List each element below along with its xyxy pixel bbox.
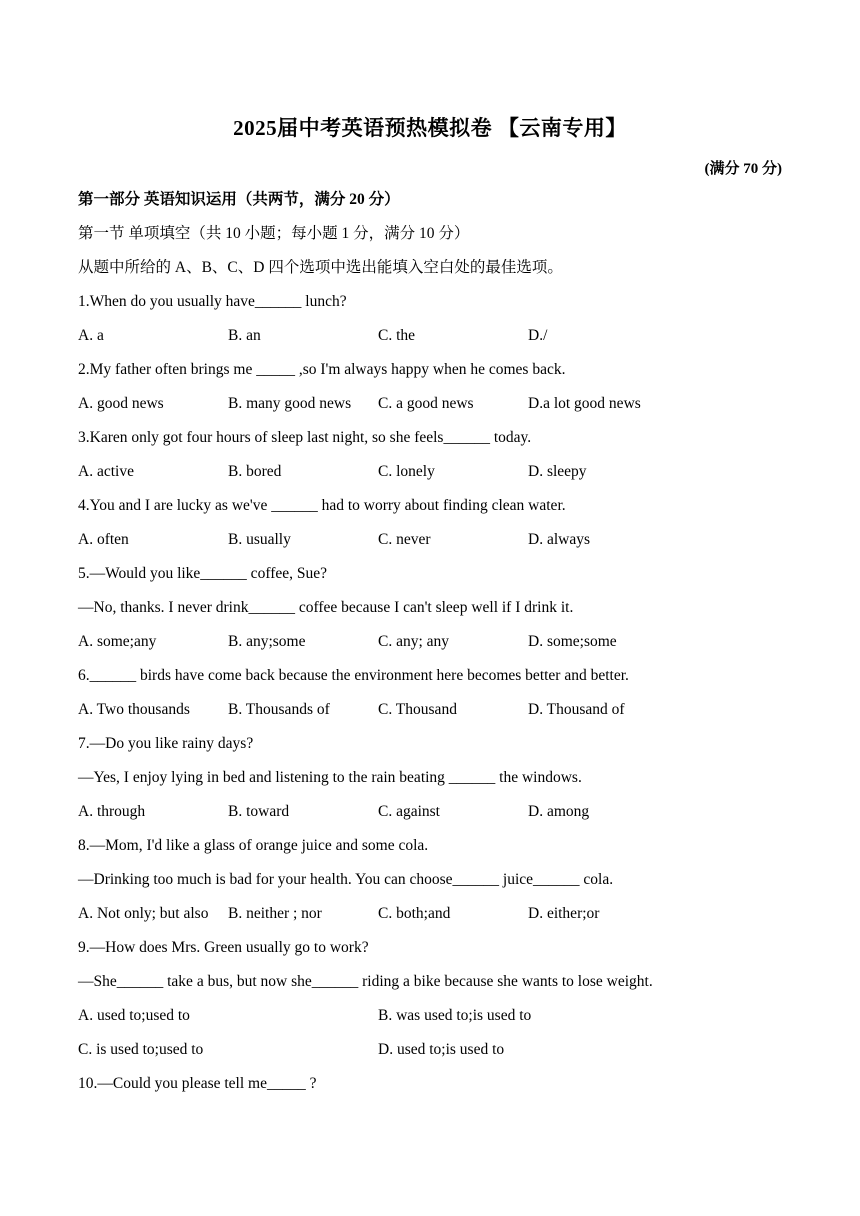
- option-c: C. against: [378, 803, 440, 820]
- question-6-stem: 6.______ birds have come back because the environment here becomes better and better.: [78, 667, 629, 684]
- option-b: B. usually: [228, 531, 291, 548]
- section-heading: 第一节 单项填空（共 10 小题；每小题 1 分，满分 10 分）: [78, 225, 470, 242]
- option-c: C. lonely: [378, 463, 435, 480]
- option-d: D. among: [528, 803, 590, 820]
- question-6-options: [78, 700, 798, 720]
- option-b: B. many good news: [228, 395, 352, 412]
- option-a: A. through: [78, 803, 146, 820]
- option-b: B. an: [228, 327, 261, 344]
- question-2-options: [78, 394, 798, 414]
- option-a: A. some;any: [78, 633, 157, 650]
- option-b: B. neither ; nor: [228, 905, 322, 922]
- question-7-reply: —Yes, I enjoy lying in bed and listening to the rain beating ______ the windows.: [78, 769, 582, 786]
- question-2-stem: 2.My father often brings me _____ ,so I'm always happy when he comes back.: [78, 361, 566, 378]
- question-3-stem: 3.Karen only got four hours of sleep last night, so she feels______ today.: [78, 429, 532, 446]
- option-d: D. sleepy: [528, 463, 587, 480]
- question-9-reply: —She______ take a bus, but now she______ riding a bike because she wants to lose weight.: [78, 973, 653, 990]
- option-c: C. a good news: [378, 395, 474, 412]
- option-b: B. toward: [228, 803, 290, 820]
- option-c: C. never: [378, 531, 431, 548]
- option-c: C. Thousand: [378, 701, 457, 718]
- instruction-text: 从题中所给的 A、B、C、D 四个选项中选出能填入空白处的最佳选项。: [78, 259, 563, 276]
- option-d: D. always: [528, 531, 590, 548]
- option-a: A. often: [78, 531, 129, 548]
- question-5-stem: 5.—Would you like______ coffee, Sue?: [78, 565, 327, 582]
- question-9-stem: 9.—How does Mrs. Green usually go to work?: [78, 939, 369, 956]
- option-c: C. any; any: [378, 633, 450, 650]
- question-1-options: [78, 326, 798, 346]
- option-c: C. is used to;used to: [78, 1041, 204, 1058]
- option-a: A. good news: [78, 395, 164, 412]
- option-a: A. a: [78, 327, 104, 344]
- option-a: A. active: [78, 463, 134, 480]
- option-c: C. both;and: [378, 905, 451, 922]
- question-4-stem: 4.You and I are lucky as we've ______ had to worry about finding clean water.: [78, 497, 566, 514]
- question-8-stem: 8.—Mom, I'd like a glass of orange juice and some cola.: [78, 837, 429, 854]
- option-b: B. was used to;is used to: [378, 1007, 532, 1024]
- option-a: A. Two thousands: [78, 701, 190, 718]
- option-b: B. Thousands of: [228, 701, 330, 718]
- exam-title: 2025届中考英语预热模拟卷 【云南专用】: [233, 116, 627, 140]
- question-8-reply: —Drinking too much is bad for your health. You can choose______ juice______ cola.: [78, 871, 614, 888]
- option-a: A. Not only; but also: [78, 905, 209, 922]
- option-b: B. bored: [228, 463, 282, 480]
- option-d: D. Thousand of: [528, 701, 625, 718]
- question-5-reply: —No, thanks. I never drink______ coffee because I can't sleep well if I drink it.: [78, 599, 574, 616]
- question-9-options-row-2: [78, 1040, 798, 1060]
- question-5-options: [78, 632, 798, 652]
- option-d: D. used to;is used to: [378, 1041, 505, 1058]
- question-9-options-row-1: [78, 1006, 798, 1026]
- option-b: B. any;some: [228, 633, 306, 650]
- total-score: (满分 70 分): [704, 161, 782, 177]
- option-d: D./: [528, 327, 548, 344]
- question-3-options: [78, 462, 798, 482]
- part-heading: 第一部分 英语知识运用（共两节，满分 20 分）: [78, 191, 400, 208]
- question-10-stem: 10.—Could you please tell me_____ ?: [78, 1075, 317, 1092]
- option-a: A. used to;used to: [78, 1007, 190, 1024]
- question-1-stem: 1.When do you usually have______ lunch?: [78, 293, 347, 310]
- question-4-options: [78, 530, 798, 550]
- option-c: C. the: [378, 327, 416, 344]
- option-d: D. some;some: [528, 633, 617, 650]
- option-d: D.a lot good news: [528, 395, 641, 412]
- option-d: D. either;or: [528, 905, 600, 922]
- question-7-stem: 7.—Do you like rainy days?: [78, 735, 254, 752]
- question-7-options: [78, 802, 798, 822]
- question-8-options: [78, 904, 798, 924]
